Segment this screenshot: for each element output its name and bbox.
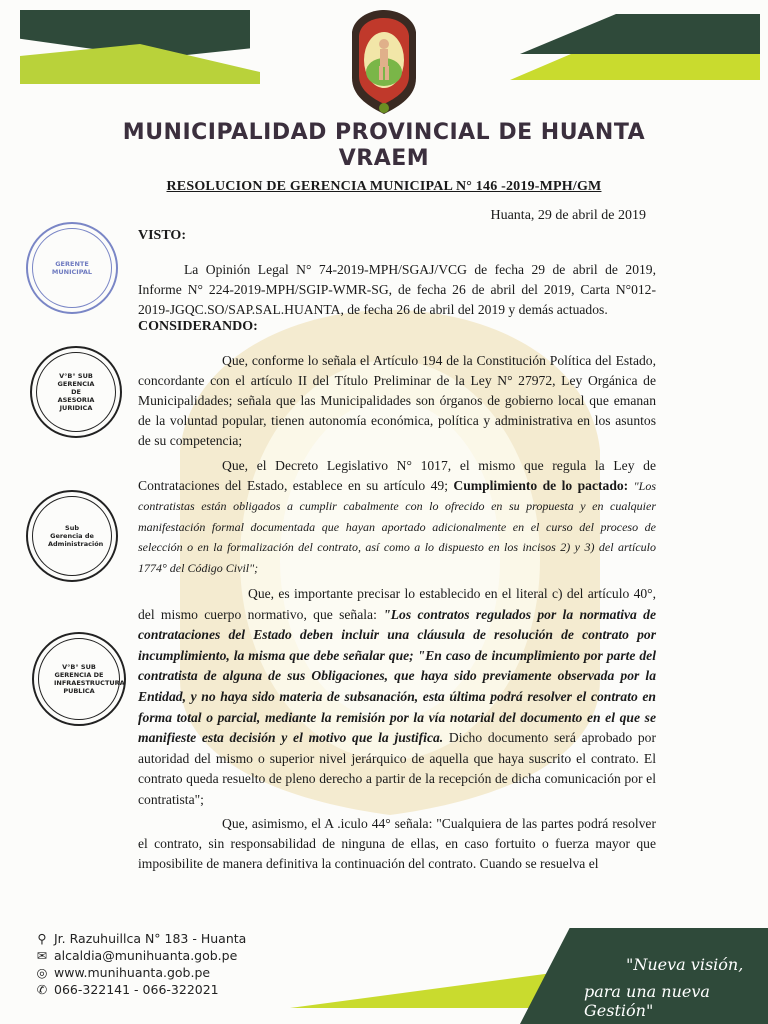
- municipality-title: MUNICIPALIDAD PROVINCIAL DE HUANTA: [122, 120, 646, 145]
- header-band-right-dark: [520, 14, 760, 54]
- phone-icon: ✆: [36, 982, 48, 997]
- considerando-paragraph-4: Que, asimismo, el A .iculo 44° señala: "Cualquiera de las partes podrá resolver el contrato, sin responsabilidad de ninguna de ellas, en caso fortuito o fuerza mayor que imposibilite de manera definitiva la continuación del contrato. Cuando se resuelva el: [138, 816, 656, 871]
- visto-label: VISTO:: [138, 228, 186, 243]
- globe-icon: ◎: [36, 965, 48, 980]
- stamp-ring: [32, 228, 112, 308]
- considerando-paragraph-2: [138, 456, 656, 578]
- resolution-heading: RESOLUCION DE GERENCIA MUNICIPAL N° 146 -2019-MPH/GM: [166, 179, 602, 194]
- stamp-ring: [32, 496, 112, 576]
- slogan-line-1: "Nueva visión,: [626, 955, 744, 974]
- municipality-subtitle: VRAEM: [338, 146, 430, 171]
- stamp-ring: [36, 352, 116, 432]
- visto-paragraph: La Opinión Legal N° 74-2019-MPH/SGAJ/VCG de fecha 29 de abril de 2019, Informe N° 224-2019-MPH/SGIP-WMR-SG, de fecha 26 de abril del 2019, Carta N°012-2019-JGQC.SO/SAP.SAL.HUANTA, de fecha 26 de abril del 2019 y demás actuados.: [138, 262, 656, 317]
- stamp-ring: [38, 638, 125, 720]
- footer-email[interactable]: [34, 948, 237, 963]
- footer-web[interactable]: [34, 965, 210, 980]
- footer-phones: [34, 982, 219, 997]
- considerando-paragraph-1: Que, conforme lo señala el Artículo 194 de la Constitución Política del Estado, concordante con el artículo II del Título Preliminar de la Ley N° 27972, Ley Orgánica de Municipalidades; señala que las Municipalidades son órganos de gobierno local que emanan de la voluntad popular, tienen autonomía económica, política y administrativa en los asuntos de su competencia;: [138, 353, 656, 448]
- envelope-icon: ✉: [36, 948, 48, 963]
- stamp-gerencia-municipal: [26, 222, 118, 314]
- location-pin-icon: ⚲: [37, 931, 47, 946]
- stamp-asesoria-juridica: [30, 346, 122, 438]
- address-text: Jr. Razuhuillca N° 183 - Huanta: [54, 931, 247, 946]
- considerando-label: CONSIDERANDO:: [138, 319, 258, 334]
- phones-text: 066-322141 - 066-322021: [54, 982, 219, 997]
- slogan-line-2: para una nueva Gestión": [584, 982, 710, 1020]
- p2-italic: "Los contratistas están obligados a cumplir cabalmente con lo ofrecido en su propuesta y en cualquier manifestación formal documentada que hayan aportado adicionalmente en el curso del proceso de selección o en la formalización del contrato, así como a lo dispuesto en los incisos 2) y 3) del artículo 1774° del Código Civil";: [138, 478, 656, 575]
- p2-lead: Que, el Decreto Legislativo N° 1017, el mismo que regula la Ley de Contrataciones del Estado, establece en su artículo 49;: [138, 458, 656, 493]
- document-date: Huanta, 29 de abril de 2019: [490, 208, 646, 223]
- p3-lead: Que, es importante precisar lo establecido en el literal c) del artículo 40°, del mismo cuerpo normativo, que señala:: [138, 586, 656, 622]
- stamp-inner-text: V°B° SUB GERENCIA DE ASESORIA JURIDICA: [57, 372, 95, 412]
- stamp-inner-text: Sub Gerencia de Administración: [48, 524, 104, 548]
- stamp-inner-text: V°B° SUB GERENCIA DE INFRAESTRUCTURA PUBLICA: [54, 663, 125, 695]
- municipal-crest-logo: [348, 8, 420, 118]
- p3-quote: "Los contratos regulados por la normativa de contrataciones del Estado deben incluir una cláusula de resolución de contrato por incumplimiento, la misma que debe señalar que; "En caso de incumplimiento por parte del contratista de alguna de sus Obligaciones, que haya sido previamente observada por la Entidad, y no haya sido materia de subsanación, esta última podrá resolver el contrato en forma total o parcial, mediante la remisión por la vía notarial del documento en el que se manifieste esta decisión y el motivo que la justifica.: [138, 606, 657, 746]
- email-text[interactable]: alcaldia@munihuanta.gob.pe: [54, 948, 238, 963]
- website-text[interactable]: www.munihuanta.gob.pe: [54, 965, 211, 980]
- p3-tail: Dicho documento será aprobado por autoridad del mismo o superior nivel jerárquico de aquella que haya suscrito el contrato. El contrato queda resuelto de pleno derecho a partir de la recepción de dicha comunicación por el contratista";: [138, 730, 656, 807]
- stamp-infraestructura: [32, 632, 126, 726]
- stamp-inner-text: GERENTE MUNICIPAL: [51, 260, 93, 276]
- considerando-paragraph-3: [138, 584, 656, 811]
- stamp-administracion: [26, 490, 118, 582]
- footer-address: [34, 931, 246, 946]
- p2-bold: Cumplimiento de lo pactado:: [453, 477, 634, 493]
